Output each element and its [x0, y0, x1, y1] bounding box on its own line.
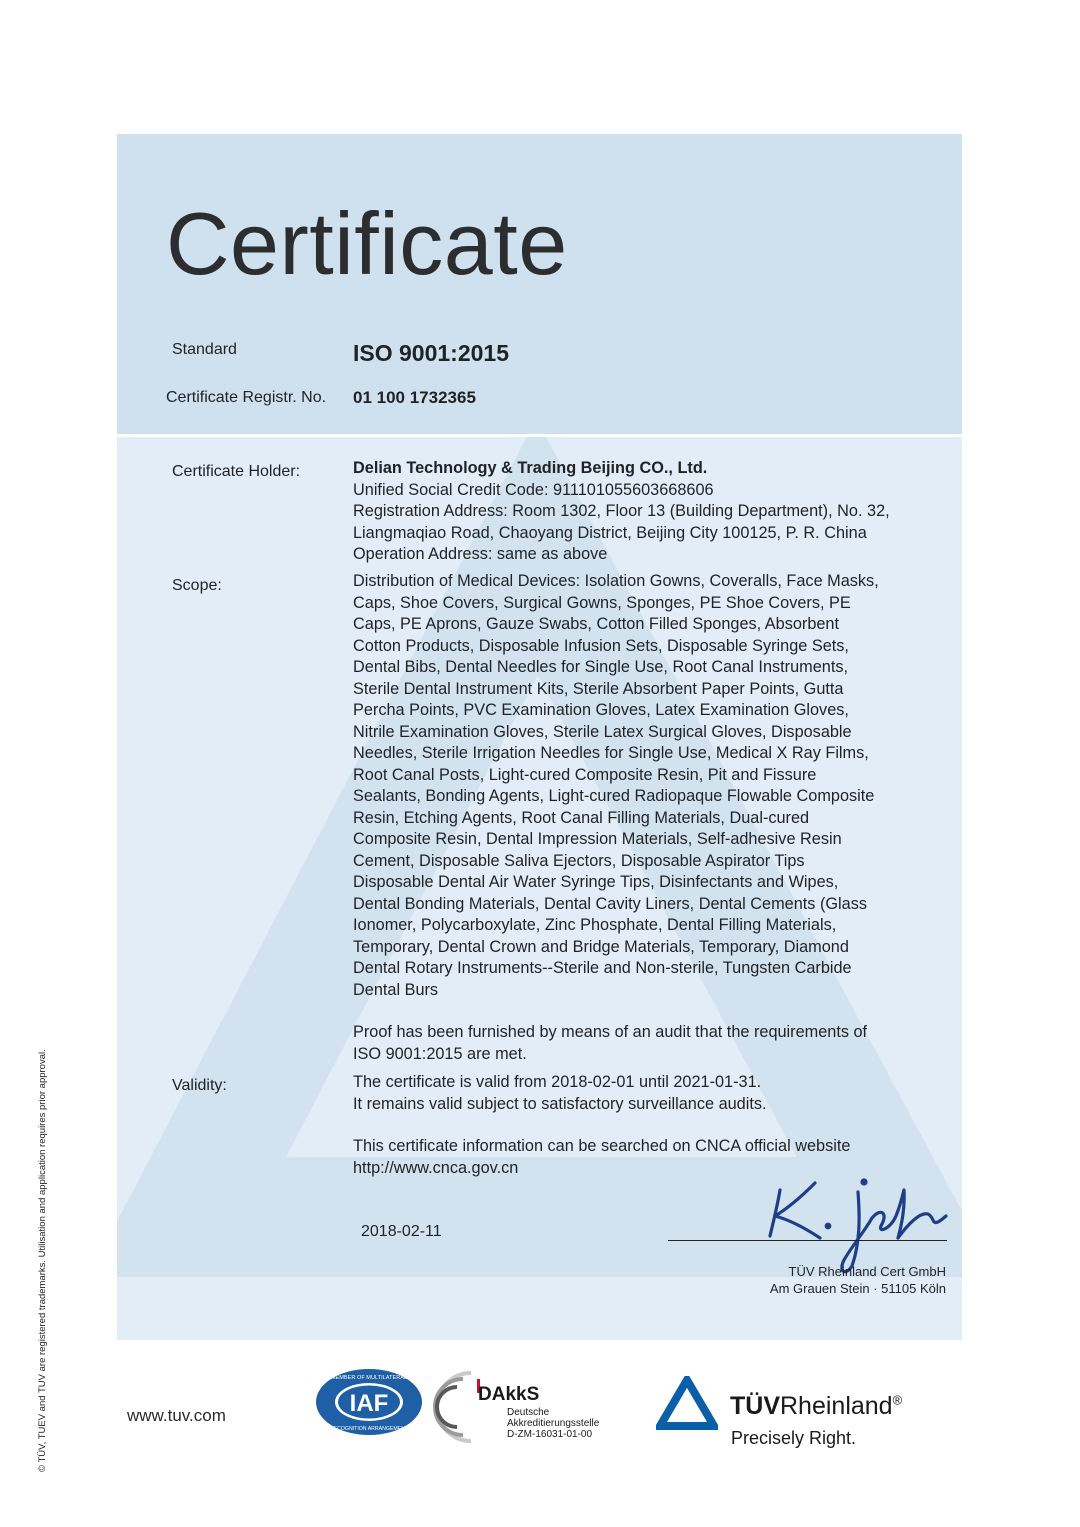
scope-line: Caps, Shoe Covers, Surgical Gowns, Sponges, PE Shoe Covers, PE: [353, 593, 851, 612]
holder-operation-address: Operation Address: same as above: [353, 545, 608, 563]
tuv-brand: [730, 1392, 902, 1421]
scope-line: Distribution of Medical Devices: Isolation Gowns, Coveralls, Face Masks,: [353, 572, 879, 590]
tuv-brand-bold: TÜV: [730, 1392, 780, 1420]
iaf-abbr: IAF: [349, 1390, 389, 1417]
validity-block: [353, 1072, 953, 1115]
tuv-registered: ®: [892, 1392, 903, 1408]
scope-line: Composite Resin, Dental Impression Materials, Self-adhesive Resin: [353, 830, 842, 848]
proof-block: [353, 1022, 953, 1065]
holder-block: [353, 458, 953, 566]
holder-label: Certificate Holder:: [172, 463, 301, 480]
scope-line: Needles, Sterile Irrigation Needles for Single Use, Medical X Ray Films,: [353, 744, 869, 762]
issuer-name: TÜV Rheinland Cert GmbH: [788, 1264, 946, 1279]
signature-icon: [760, 1168, 955, 1278]
scope-line: Nitrile Examination Gloves, Sterile Latex Surgical Gloves, Disposable: [353, 722, 852, 741]
scope-line: Cement, Disposable Saliva Ejectors, Disposable Aspirator Tips: [353, 851, 805, 870]
signature-line: [668, 1240, 947, 1241]
certificate-title: Certificate: [166, 194, 568, 293]
scope-line: Disposable Dental Air Water Syringe Tips, Disinfectants and Wipes,: [353, 873, 839, 891]
issuer-address: Am Grauen Stein · 51105 Köln: [769, 1281, 946, 1296]
scope-line: Root Canal Posts, Light-cured Composite Resin, Pit and Fissure: [353, 765, 817, 784]
scope-line: Dental Bonding Materials, Dental Cavity Liners, Dental Cements (Glass: [353, 894, 867, 913]
dakks-line3: D-ZM-16031-01-00: [507, 1429, 593, 1440]
tuv-slogan: Precisely Right.: [731, 1428, 857, 1448]
cnca-website[interactable]: http://www.cnca.gov.cn: [353, 1158, 519, 1177]
scope-line: Dental Bibs, Dental Needles for Single Use, Root Canal Instruments,: [353, 658, 849, 676]
proof-line1: Proof has been furnished by means of an audit that the requirements of: [353, 1023, 868, 1041]
scope-line: Caps, PE Aprons, Gauze Swabs, Cotton Filled Sponges, Absorbent: [353, 615, 840, 633]
iaf-ring-bottom: RECOGNITION ARRANGEMENT: [329, 1426, 409, 1432]
standard-label: Standard: [172, 341, 237, 358]
holder-name: Delian Technology & Trading Beijing CO., Ltd.: [353, 459, 708, 477]
holder-address-line2: Liangmaqiao Road, Chaoyang District, Beijing City 100125, P. R. China: [353, 523, 867, 542]
tuv-website-link[interactable]: www.tuv.com: [127, 1406, 226, 1425]
standard-value: ISO 9001:2015: [353, 340, 510, 366]
tuv-brand-rest: Rheinland: [780, 1392, 893, 1420]
dakks-line1: Deutsche: [507, 1407, 550, 1418]
holder-credit-code: Unified Social Credit Code: 91110105560366860​6: [353, 480, 714, 499]
scope-line: Resin, Etching Agents, Root Canal Filling Materials, Dual-cured: [353, 808, 810, 827]
validity-line2: It remains valid subject to satisfactory surveillance audits.: [353, 1094, 767, 1113]
dakks-name: DAkkS: [478, 1384, 540, 1405]
holder-address-line1: Registration Address: Room 1302, Floor 13 (Building Department), No. 32,: [353, 502, 890, 520]
scope-line: Cotton Products, Disposable Infusion Sets, Disposable Syringe Sets,: [353, 636, 849, 655]
registration-label: Certificate Registr. No.: [166, 389, 327, 406]
scope-line: Dental Rotary Instruments--Sterile and Non-sterile, Tungsten Carbide: [353, 959, 852, 977]
scope-line: Sealants, Bonding Agents, Light-cured Radiopaque Flowable Composite: [353, 787, 875, 805]
scope-line: Temporary, Dental Crown and Bridge Materials, Temporary, Diamond: [353, 937, 849, 956]
validity-label: Validity:: [172, 1077, 227, 1094]
validity-line1: The certificate is valid from 2018-02-01 until 2021-01-31.: [353, 1073, 762, 1091]
scope-label: Scope:: [172, 577, 222, 594]
trademark-note: © TÜV, TUEV and TUV are registered trademarks. Utilisation and application requires prior approval.: [37, 1049, 48, 1472]
cnca-line1: This certificate information can be searched on CNCA official website: [353, 1137, 851, 1155]
iaf-logo-icon: [314, 1367, 424, 1437]
dakks-logo-icon: [433, 1367, 513, 1447]
proof-line2: ISO 9001:2015 are met.: [353, 1044, 527, 1063]
scope-block: [353, 571, 953, 1001]
scope-line: Dental Burs: [353, 980, 439, 999]
scope-line: Sterile Dental Instrument Kits, Sterile Absorbent Paper Points, Gutta: [353, 679, 844, 698]
scope-line: Percha Points, PVC Examination Gloves, Latex Examination Gloves,: [353, 701, 849, 719]
dakks-line2: Akkreditierungsstelle: [507, 1418, 600, 1429]
iaf-ring-top: MEMBER OF MULTILATERAL: [330, 1375, 408, 1381]
scope-line: Ionomer, Polycarboxylate, Zinc Phosphate, Dental Filling Materials,: [353, 916, 837, 934]
registration-number: 01 100 1732365: [353, 388, 476, 407]
issue-date: 2018-02-11: [361, 1223, 442, 1240]
tuv-triangle-logo-icon: [656, 1376, 718, 1430]
